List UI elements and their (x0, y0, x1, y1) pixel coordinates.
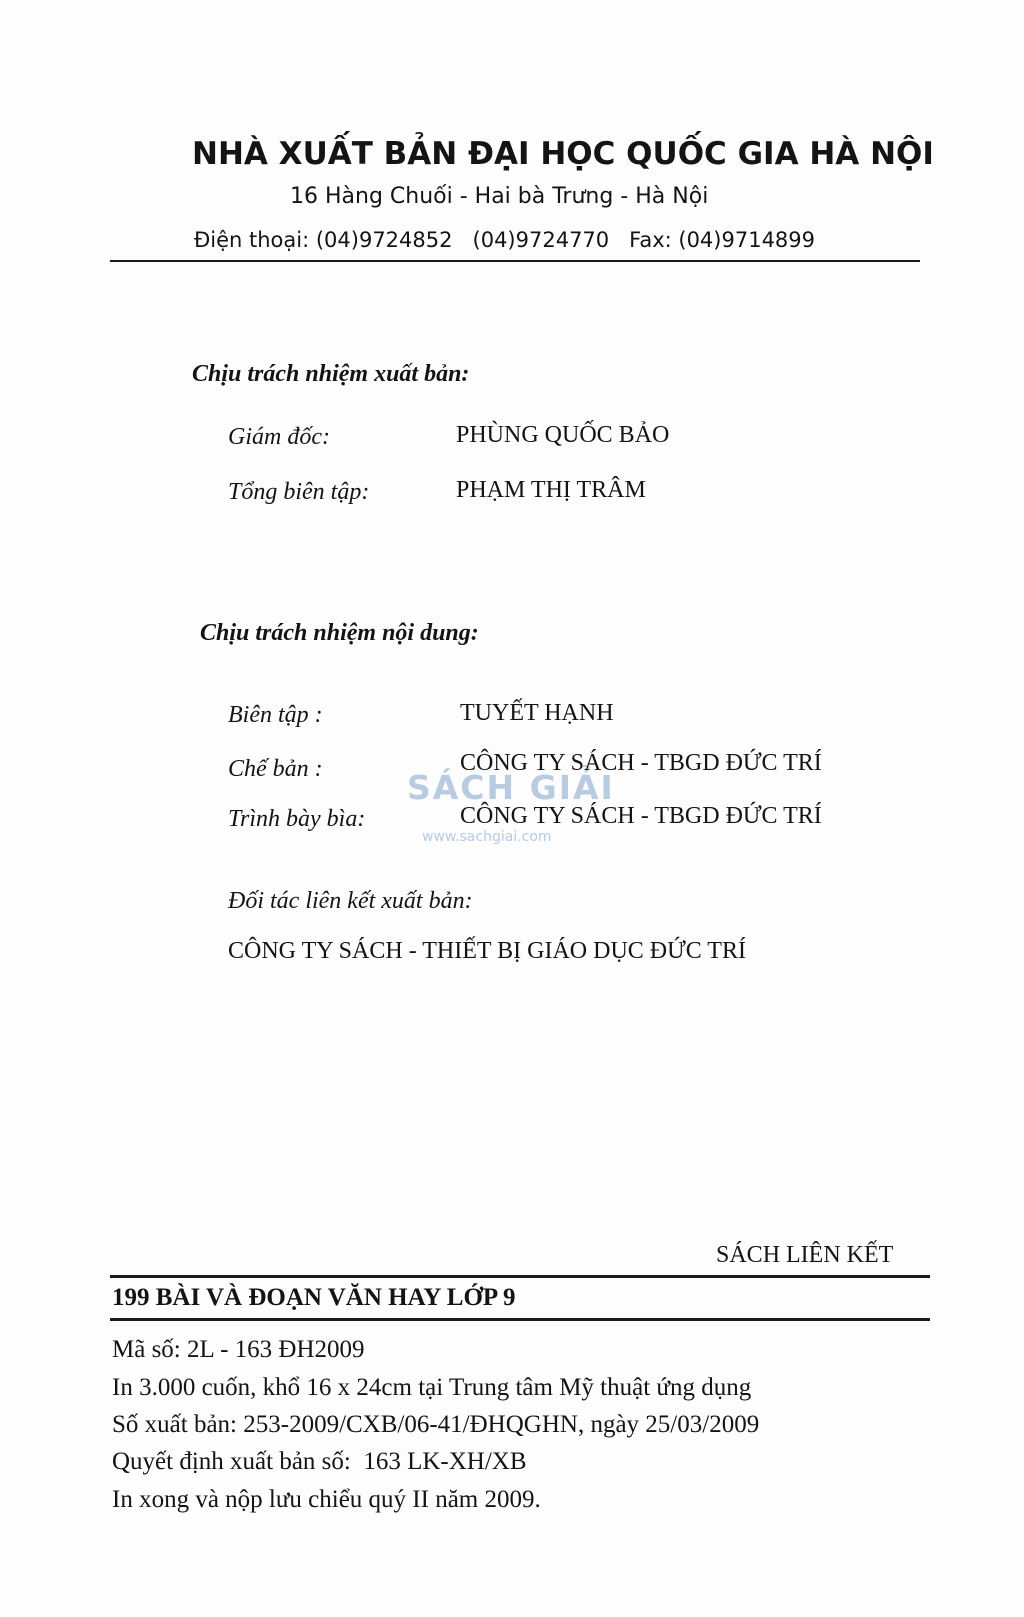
role-label-typesetting: Chế bản : (228, 756, 323, 782)
book-title: 199 BÀI VÀ ĐOẠN VĂN HAY LỚP 9 (112, 1284, 516, 1311)
info-line-print-run: In 3.000 cuốn, khổ 16 x 24cm tại Trung tâm Mỹ thuật ứng dụng (112, 1374, 752, 1401)
role-label-editor-in-chief: Tổng biên tập: (228, 479, 370, 505)
info-line-code: Mã số: 2L - 163 ĐH2009 (112, 1336, 365, 1363)
title-divider (110, 1318, 930, 1321)
info-line-deposit: In xong và nộp lưu chiểu quý II năm 2009. (112, 1486, 541, 1513)
role-value-director: PHÙNG QUỐC BẢO (456, 422, 670, 448)
info-line-decision: Quyết định xuất bản số: 163 LK-XH/XB (112, 1448, 527, 1475)
role-label-director: Giám đốc: (228, 424, 330, 450)
watermark-logo: SÁCH GIẢI (407, 768, 615, 807)
role-value-typesetting: CÔNG TY SÁCH - TBGD ĐỨC TRÍ (460, 750, 822, 776)
info-line-publication-number: Số xuất bản: 253-2009/CXB/06-41/ĐHQGHN, ngày 25/03/2009 (112, 1411, 760, 1438)
partner-heading: Đối tác liên kết xuất bản: (228, 888, 473, 914)
header-divider (110, 260, 920, 262)
role-value-editor: TUYẾT HẠNH (460, 700, 614, 726)
content-responsibility-heading: Chịu trách nhiệm nội dung: (200, 620, 479, 646)
role-value-editor-in-chief: PHẠM THỊ TRÂM (456, 477, 646, 503)
series-label: SÁCH LIÊN KẾT (716, 1242, 894, 1268)
watermark-url: www.sachgiai.com (422, 829, 552, 845)
partner-name: CÔNG TY SÁCH - THIẾT BỊ GIÁO DỤC ĐỨC TRÍ (228, 938, 746, 964)
role-label-editor: Biên tập : (228, 702, 323, 728)
publisher-address: 16 Hàng Chuối - Hai bà Trưng - Hà Nội (290, 184, 709, 209)
role-label-cover-design: Trình bày bìa: (228, 806, 366, 832)
publisher-contact: Điện thoại: (04)9724852 (04)9724770 Fax: (04)9714899 (194, 228, 816, 252)
role-value-cover-design: CÔNG TY SÁCH - TBGD ĐỨC TRÍ (460, 803, 822, 829)
series-divider (110, 1275, 930, 1278)
publishing-responsibility-heading: Chịu trách nhiệm xuất bản: (192, 361, 470, 387)
publisher-name: NHÀ XUẤT BẢN ĐẠI HỌC QUỐC GIA HÀ NỘI (192, 136, 934, 172)
